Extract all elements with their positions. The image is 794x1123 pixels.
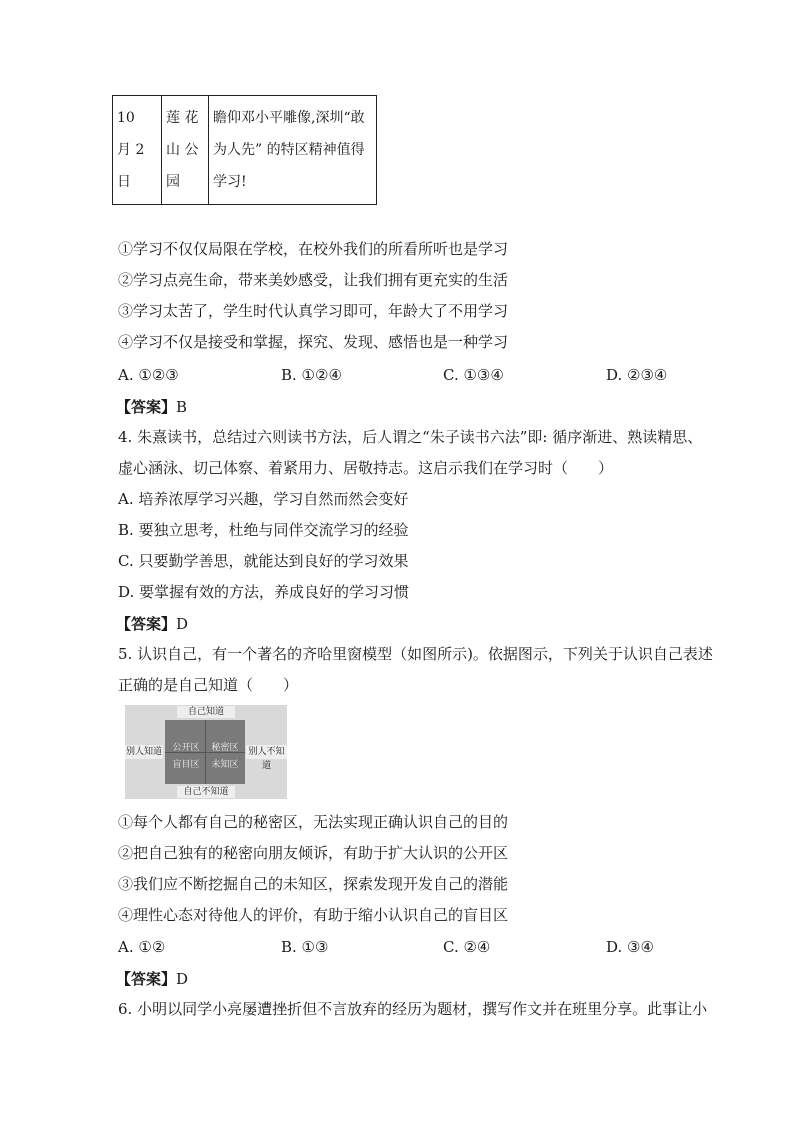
answer-value: B xyxy=(176,398,188,416)
q4-option-a: A. 培养浓厚学习兴趣，学习自然而然会变好 xyxy=(118,490,409,508)
q5-stem-line2: 正确的是自己知道（ ） xyxy=(118,676,299,694)
figure-label-bottom: 自己不知道 xyxy=(177,786,235,798)
q6-stem-line1: 6. 小明以同学小亮屡遭挫折但不言放弃的经历为题材，撰写作文并在班里分享。此事让小 xyxy=(118,1000,708,1018)
q5-option-a: A. ①② xyxy=(118,938,166,956)
figure-label-left: 别人知道 xyxy=(125,747,162,757)
cell-line: 瞻仰邓小平雕像,深圳“敢 xyxy=(213,110,365,126)
q3-statement-2: ②学习点亮生命，带来美妙感受，让我们拥有更充实的生活 xyxy=(118,271,509,289)
cell-line: 山 公 xyxy=(166,142,199,158)
figure-label-top: 自己知道 xyxy=(177,706,235,718)
q5-statement-3: ③我们应不断挖掘自己的未知区，探索发现开发自己的潜能 xyxy=(118,875,509,893)
q5-option-c: C. ②④ xyxy=(443,938,491,956)
cell-line: 10 xyxy=(117,110,135,126)
q3-answer xyxy=(116,396,187,417)
cell-line: 为人先” 的特区精神值得 xyxy=(213,142,365,158)
q5-stem-line1: 5. 认识自己，有一个著名的齐哈里窗模型（如图所示)。依据图示，下列关于认识自己表述 xyxy=(118,645,713,663)
cell-line: 园 xyxy=(166,174,180,190)
cell-line: 莲 花 xyxy=(166,110,199,126)
q3-option-d: D. ②③④ xyxy=(606,366,668,384)
q5-option-d: D. ③④ xyxy=(606,938,654,956)
figure-cell-secret: 秘密区 xyxy=(211,743,239,753)
answer-value: D xyxy=(176,970,189,988)
q3-statement-3: ③学习太苦了，学生时代认真学习即可，年龄大了不用学习 xyxy=(118,302,509,320)
table-cell-date xyxy=(113,96,162,205)
figure-cell-open: 公开区 xyxy=(172,743,200,753)
q3-statement-1: ①学习不仅仅局限在学校，在校外我们的所看所听也是学习 xyxy=(118,240,509,258)
figure-cell-unknown: 未知区 xyxy=(211,760,239,770)
q5-option-b: B. ①③ xyxy=(281,938,329,956)
q4-stem-line2: 虚心涵泳、切己体察、着紧用力、居敬持志。这启示我们在学习时（ ） xyxy=(118,459,614,477)
table-row xyxy=(113,96,377,205)
answer-label: 【答案】 xyxy=(116,398,177,416)
q4-option-d: D. 要掌握有效的方法，养成良好的学习习惯 xyxy=(118,583,410,601)
q4-option-b: B. 要独立思考，杜绝与同伴交流学习的经验 xyxy=(118,521,409,539)
q3-option-c: C. ①③④ xyxy=(443,366,504,384)
answer-label: 【答案】 xyxy=(116,615,177,633)
q4-option-c: C. 只要勤学善思，就能达到良好的学习效果 xyxy=(118,552,409,570)
q4-answer xyxy=(116,613,188,634)
q5-statement-4: ④理性心态对待他人的评价，有助于缩小认识自己的盲目区 xyxy=(118,906,509,924)
q4-stem-line1: 4. 朱熹读书，总结过六则读书方法，后人谓之“朱子读书六法”即: 循序渐进、熟读精思、 xyxy=(118,428,703,446)
q3-statement-4: ④学习不仅是接受和掌握，探究、发现、感悟也是一种学习 xyxy=(118,333,509,351)
q3-option-a: A. ①②③ xyxy=(118,366,179,384)
cell-line: 月 2 xyxy=(117,142,145,158)
cell-line: 日 xyxy=(117,174,131,190)
info-table xyxy=(112,95,377,205)
q5-statement-1: ①每个人都有自己的秘密区，无法实现正确认识自己的目的 xyxy=(118,813,509,831)
q5-statement-2: ②把自己独有的秘密向朋友倾诉，有助于扩大认识的公开区 xyxy=(118,844,509,862)
figure-label-right: 别人不知道 xyxy=(246,745,287,759)
table-cell-place xyxy=(162,96,209,205)
johari-window-figure xyxy=(125,705,287,799)
q5-answer xyxy=(116,968,188,989)
table-cell-note xyxy=(209,96,377,205)
answer-label: 【答案】 xyxy=(116,970,177,988)
figure-cell-blind: 盲目区 xyxy=(172,760,200,770)
cell-line: 学习! xyxy=(213,174,247,190)
answer-value: D xyxy=(176,615,189,633)
q3-option-b: B. ①②④ xyxy=(281,366,342,384)
